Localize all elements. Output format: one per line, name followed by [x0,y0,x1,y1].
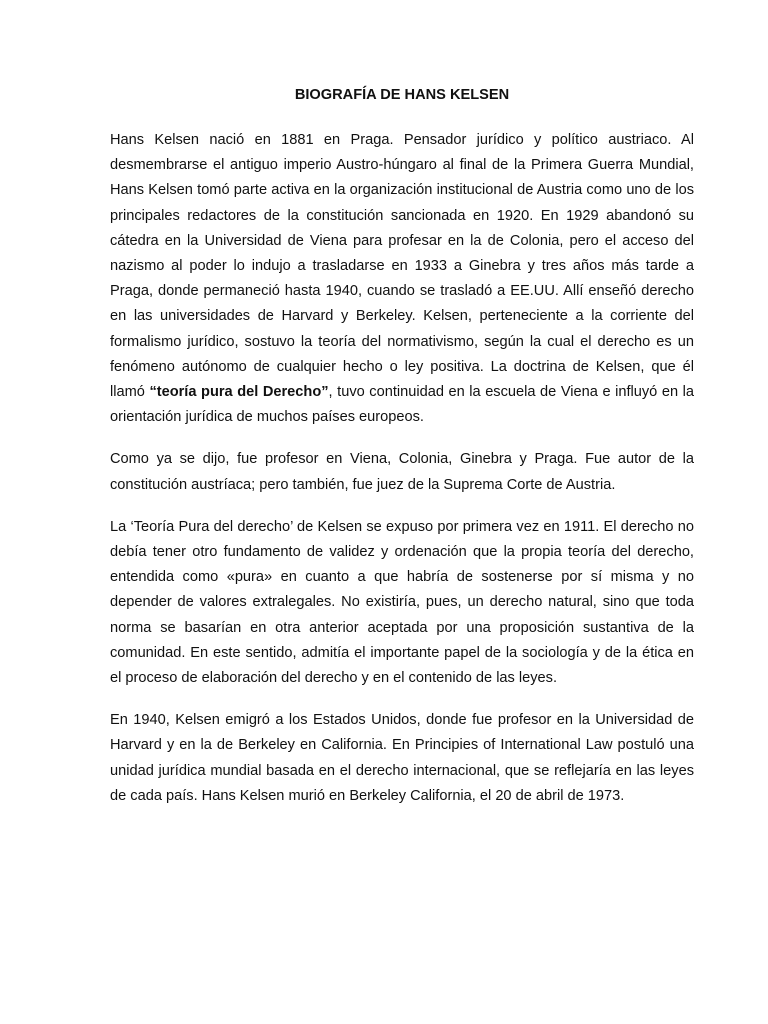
paragraph-1-text-start: Hans Kelsen nació en 1881 en Praga. Pensador jurídico y político austriaco. Al desmembrarse el antiguo imperio Austro-húngaro al final de la Primera Guerra Mundial, Hans Kelsen tomó parte activa en la organización institucional de Austria como uno de los principales redactores de la constitución sancionada en 1920. En 1929 abandonó su cátedra en la Universidad de Viena para profesar en la de Colonia, pero el acceso del nazismo al poder lo indujo a trasladarse en 1933 a Ginebra y tres años más tarde a Praga, donde permaneció hasta 1940, cuando se trasladó a EE.UU. Allí enseñó derecho en las universidades de Harvard y Berkeley. Kelsen, perteneciente a la corriente del formalismo jurídico, sostuvo la teoría del normativismo, según la cual el derecho es un fenómeno autónomo de cualquier hecho o ley positiva. La doctrina de Kelsen, que él llamó [110,132,694,401]
paragraph-1-text-end: , tuvo continuidad en la escuela de Viena e influyó en la orientación jurídica de muchos países europeos. [110,384,694,426]
paragraph-4: En 1940, Kelsen emigró a los Estados Unidos, donde fue profesor en la Universidad de Harvard y en la de Berkeley en California. En Principies of International Law postuló una unidad jurídica mundial basada en el derecho internacional, que se reflejaría en las leyes de cada país. Hans Kelsen murió en Berkeley California, el 20 de abril de 1973. [110,712,694,804]
paragraph-1 [110,128,694,430]
bold-term: “teoría pura del Derecho” [149,384,329,401]
document-title: BIOGRAFÍA DE HANS KELSEN [294,87,510,103]
document-page [110,86,694,826]
paragraph-3: La ‘Teoría Pura del derecho’ de Kelsen se expuso por primera vez en 1911. El derecho no debía tener otro fundamento de validez y ordenación que la propia teoría del derecho, entendida como «pura» en cuanto a que habría de sostenerse por sí misma y no depender de valores extralegales. No existiría, pues, un derecho natural, sino que toda norma se basarían en otra anterior aceptada por una proposición sustantiva de la comunidad. En este sentido, admitía el importante papel de la sociología y de la ética en el proceso de elaboración del derecho y en el contenido de las leyes. [110,518,694,687]
paragraph-2: Como ya se dijo, fue profesor en Viena, Colonia, Ginebra y Praga. Fue autor de la constitución austríaca; pero también, fue juez de la Suprema Corte de Austria. [110,451,694,493]
